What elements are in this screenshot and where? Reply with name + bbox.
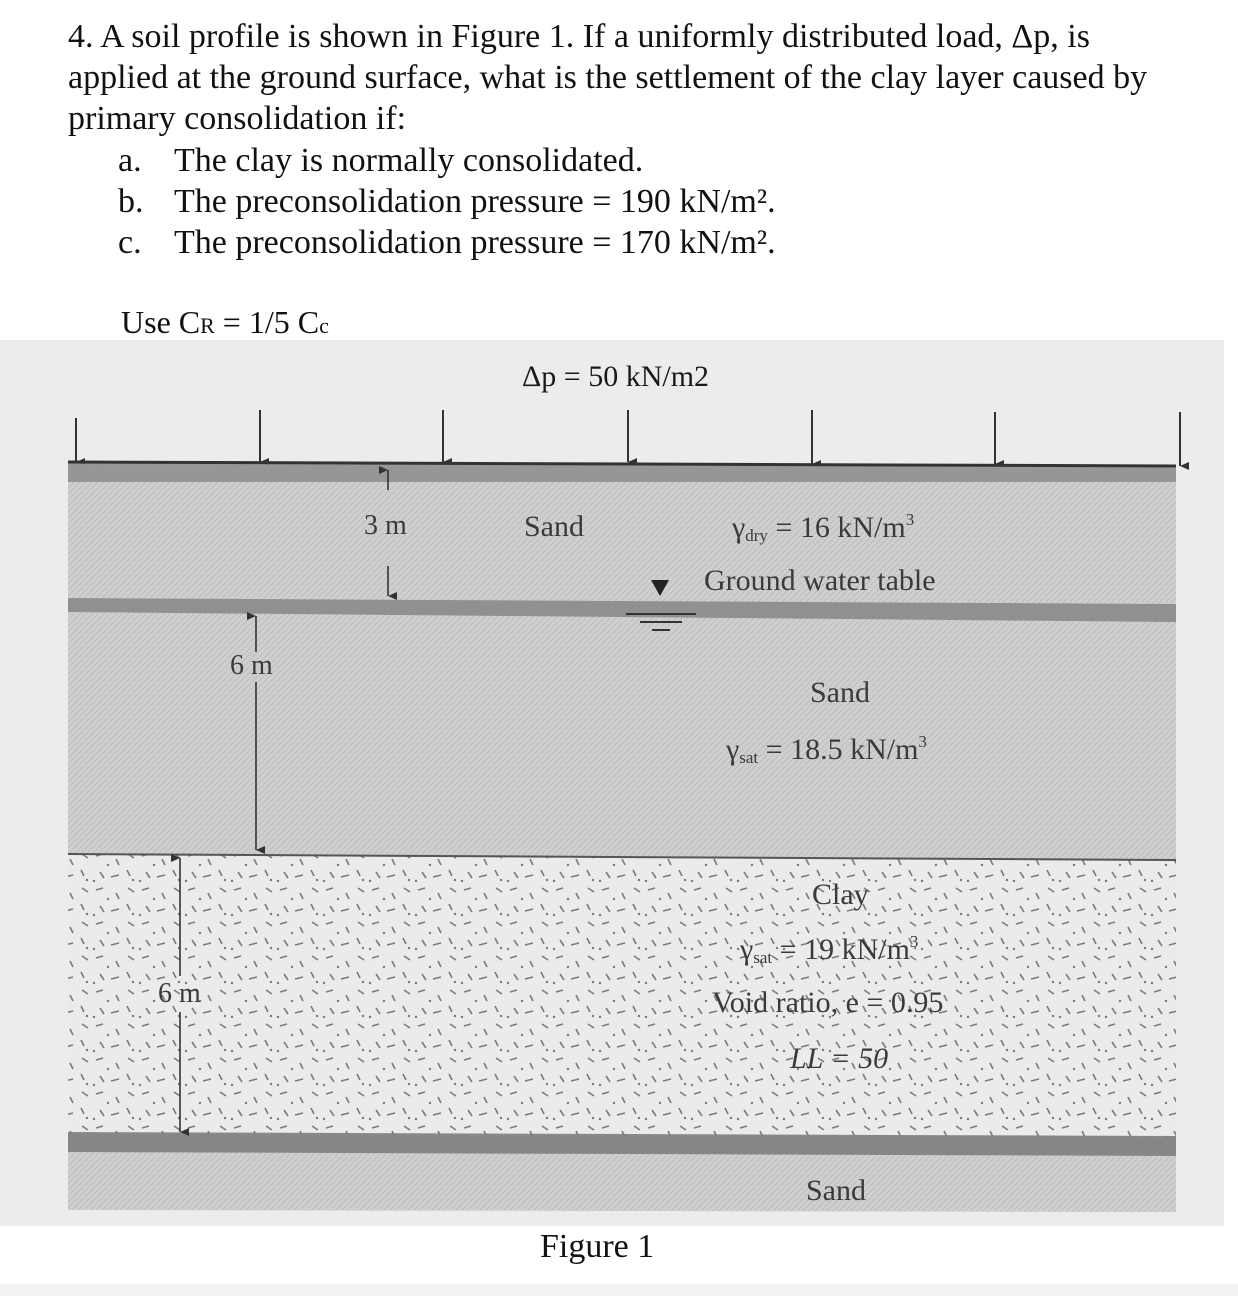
middle-thickness-label: 6 m (230, 650, 273, 681)
load-arrows (76, 410, 1180, 466)
soil-profile-drawing (0, 340, 1224, 1226)
liquid-limit-label: LL = 50 (790, 1042, 889, 1075)
void-ratio-label: Void ratio, e = 0.95 (712, 986, 944, 1019)
load-label: Δp = 50 kN/m2 (522, 360, 710, 393)
question-line-1: 4. A soil profile is shown in Figure 1. If a uniformly distributed load, Δp, is (68, 18, 1090, 55)
clay-thickness-label: 6 m (158, 978, 201, 1009)
question-parts (118, 140, 776, 263)
clay-label: Clay (812, 878, 869, 911)
page-bottom-band (0, 1284, 1238, 1296)
water-table-label: Ground water table (704, 564, 936, 597)
gamma-sat-clay-label: $\gamma_{sat} = 19$ $kN/m^3$ (740, 932, 919, 967)
top-sand-layer (68, 464, 1176, 606)
question-line-3: primary consolidation if: (68, 100, 407, 137)
top-sand-label: Sand (524, 510, 584, 543)
soil-profile-figure (0, 340, 1224, 1226)
recompression-index-note: Use CR = 1/5 Cc (121, 304, 329, 340)
bottom-sand-label: Sand (806, 1174, 866, 1207)
part-b: b. The preconsolidation pressure = 190 kN/m². (118, 183, 776, 220)
part-a: a. The clay is normally consolidated. (118, 142, 644, 179)
clay-layer (68, 854, 1176, 1138)
gamma-sat-sand-label: $\gamma_{sat} = 18.5$ $kN/m^3$ (726, 732, 927, 767)
middle-sand-layer (68, 600, 1176, 860)
gamma-dry-label: $\gamma_{dry} = 16$ $kN/m^3$ (732, 510, 915, 545)
question-line-2: applied at the ground surface, what is the settlement of the clay layer caused by (68, 59, 1148, 96)
middle-sand-label: Sand (810, 676, 870, 709)
part-c: c. The preconsolidation pressure = 170 kN/m². (118, 224, 776, 261)
question-text (68, 16, 1218, 139)
top-thickness-label: 3 m (364, 510, 407, 541)
figure-caption: Figure 1 (540, 1228, 655, 1265)
